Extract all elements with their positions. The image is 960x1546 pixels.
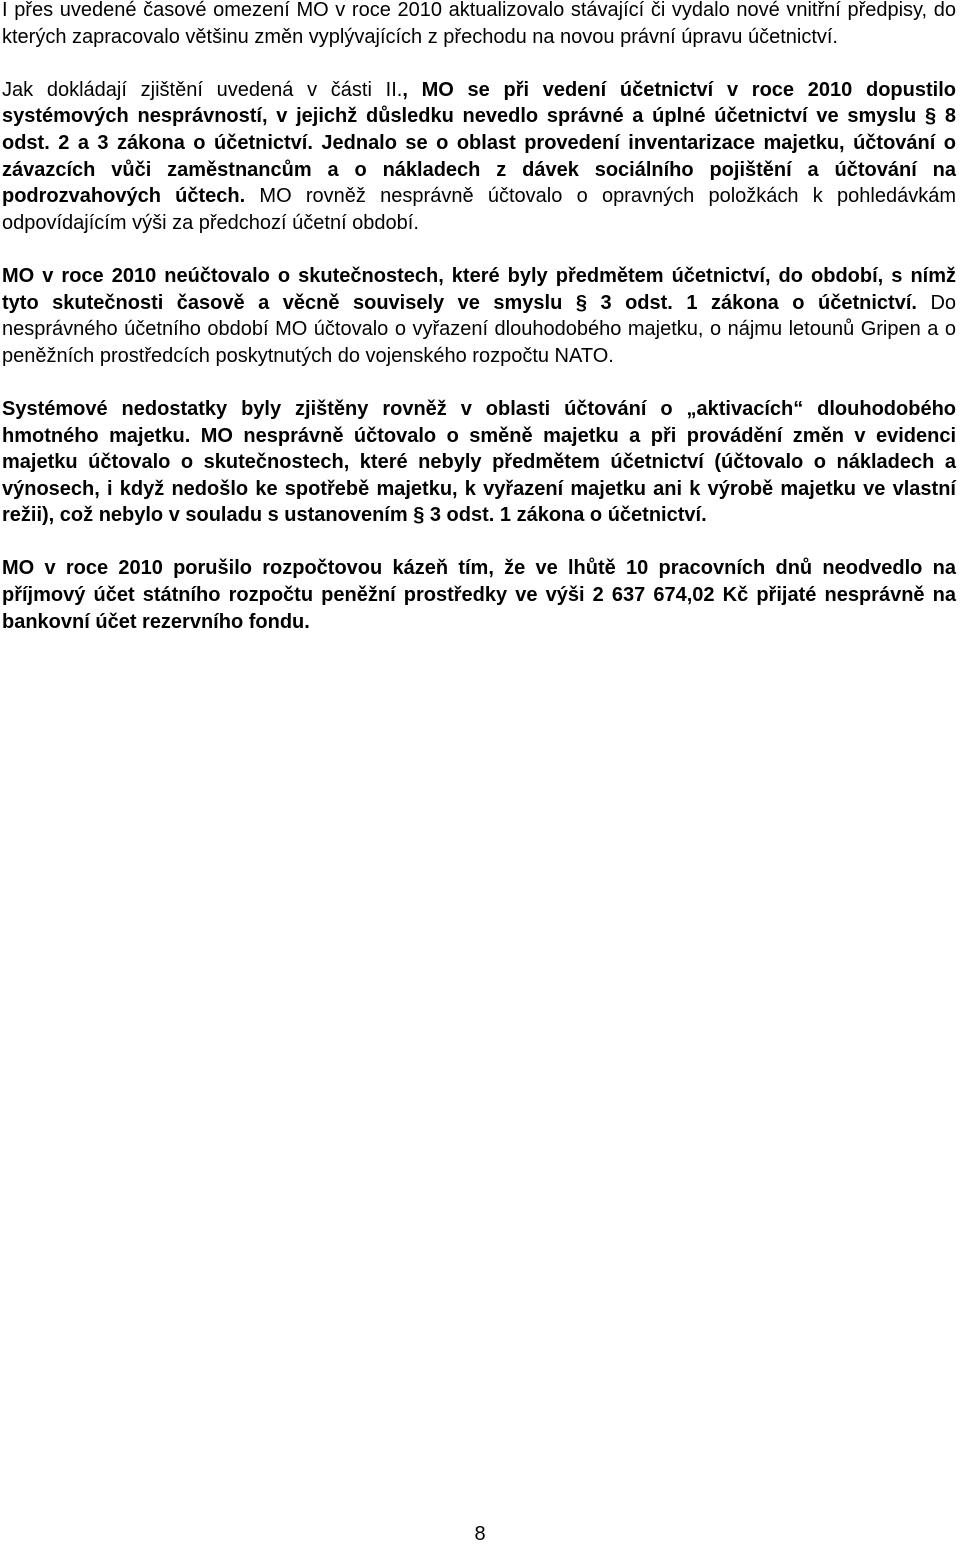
paragraph-text-bold: , MO se při vedení účetnictví v roce 2010 dopustilo systémových nesprávností, v jejichž důsledku nevedlo správné a úplné účetnictví ve smyslu § 8 odst. 2 a 3 zákona o účetnictví. Jednalo se o oblast provedení inventarizace majetku, účtování o závazcích vůči zaměstnancům a o nákladech z dávek sociálního pojištění a účtování na podrozvahových účtech. — [2, 78, 956, 208]
paragraph-text-bold: MO v roce 2010 porušilo rozpočtovou kázeň tím, že ve lhůtě 10 pracovních dnů neodvedlo na příjmový účet státního rozpočtu peněžní prostředky ve výši 2 637 674,02 Kč přijaté nesprávně na bankovní účet rezervního fondu. — [2, 557, 956, 633]
page-number: 8 — [474, 1523, 486, 1545]
document-page — [2, 0, 956, 635]
paragraph-internal-regulations — [2, 0, 956, 50]
paragraph-text-bold: Systémové nedostatky byly zjištěny rovněž v oblasti účtování o „aktivacích“ dlouhodobého hmotného majetku. MO nesprávně účtovalo o směně majetku a při provádění změn v evidenci majetku účtovalo o skutečnostech, které nebyly předmětem účetnictví (účtovalo o nákladech a výnosech, i když nedošlo ke spotřebě majetku, k vyřazení majetku ani k výrobě majetku ve vlastní režii), což nebylo v souladu s ustanovením § 3 odst. 1 zákona o účetnictví. — [2, 397, 956, 527]
paragraph-text-normal: MO rovněž nesprávně účtovalo o opravných položkách k pohledávkám odpovídajícím výši za předchozí účetní období. — [2, 185, 956, 234]
paragraph-text: I přes uvedené časové omezení MO v roce 2010 aktualizovalo stávající či vydalo nové vnitřní předpisy, do kterých zapracovalo většinu změn vyplývajících z přechodu na novou právní úpravu účetnictví. — [2, 0, 956, 48]
paragraph-systemic-errors — [2, 77, 956, 237]
paragraph-text-normal: Do nesprávného účetního období MO účtovalo o vyřazení dlouhodobého majetku, o nájmu letounů Gripen a o peněžních prostředcích poskytnutých do vojenského rozpočtu NATO. — [2, 291, 957, 367]
paragraph-text-normal: Jak dokládají zjištění uvedená v části II. — [2, 78, 403, 101]
paragraph-budget-discipline — [2, 555, 956, 635]
paragraph-accounting-period — [2, 263, 956, 369]
paragraph-asset-activation — [2, 396, 956, 529]
paragraph-text-bold: MO v roce 2010 neúčtovalo o skutečnostech, které byly předmětem účetnictví, do období, s nímž tyto skutečnosti časově a věcně souvisely ve smyslu § 3 odst. 1 zákona o účetnictví. — [2, 264, 956, 314]
